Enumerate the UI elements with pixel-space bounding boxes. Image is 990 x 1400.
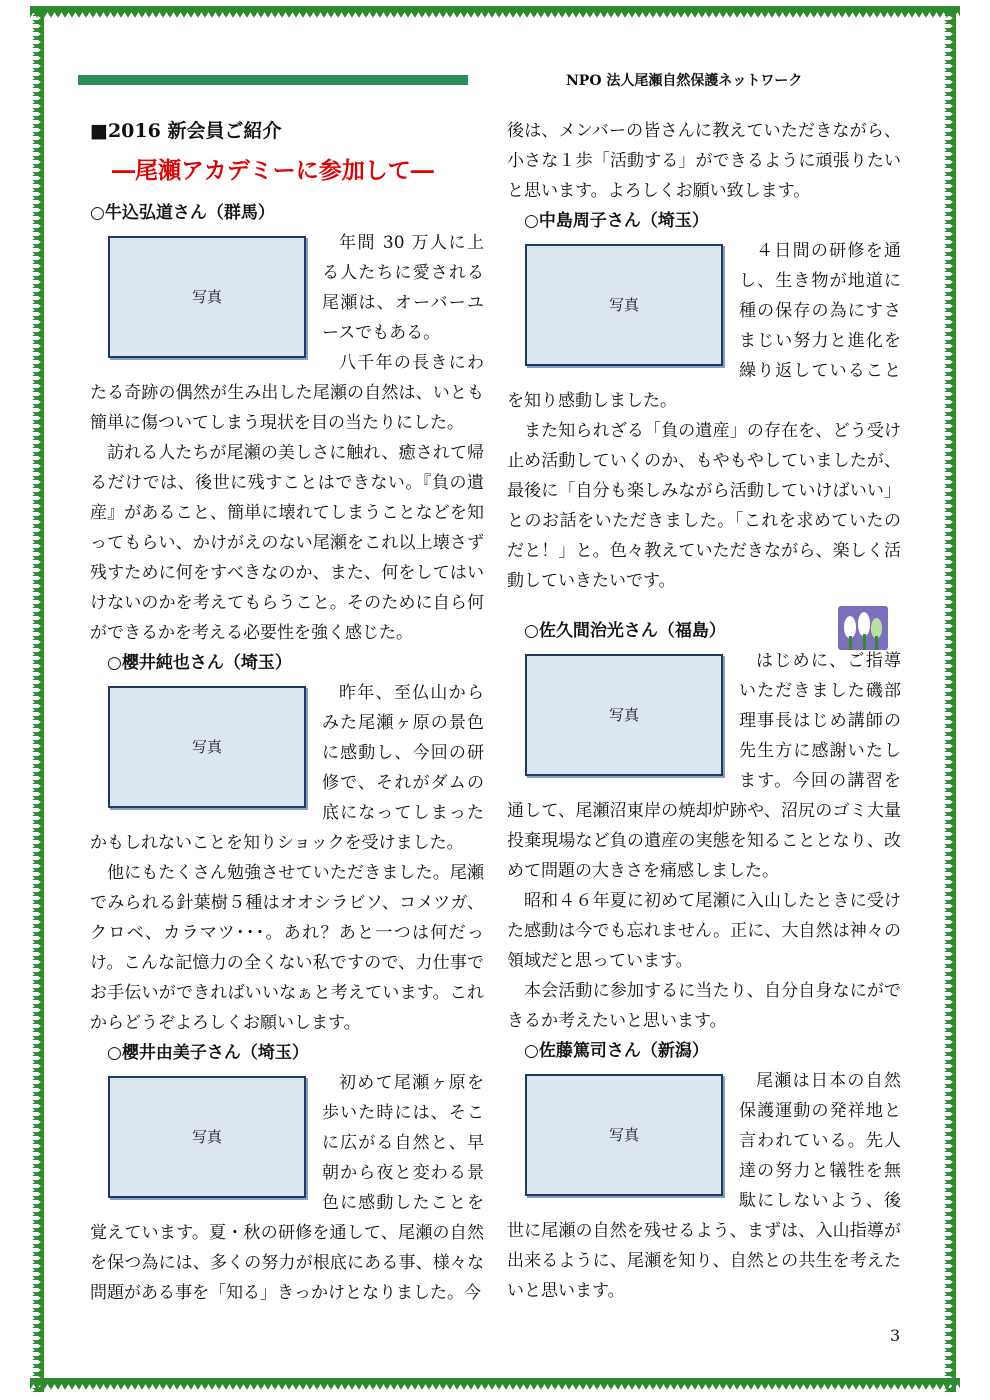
organization-name: NPO 法人尾瀬自然保護ネットワーク: [566, 73, 803, 89]
member-text: 八千年の長きにわたる奇跡の偶然が生み出した尾瀬の自然は、いとも簡単に傷ついてしまう現状を目の当たりにした。: [90, 353, 484, 433]
member-name: ○佐久間治光さん（福島）: [524, 621, 726, 641]
tree-border-bottom: [30, 1378, 960, 1392]
photo-placeholder: 写真: [108, 686, 306, 808]
photo-placeholder: 写真: [108, 1076, 306, 1198]
section-title: ■2016 新会員ご紹介: [90, 120, 282, 142]
photo-placeholder: 写真: [525, 244, 723, 366]
photo-placeholder: 写真: [525, 1074, 723, 1196]
tree-border-top: [30, 6, 960, 20]
member-name: ○中島周子さん（埼玉）: [524, 211, 709, 231]
section-subtitle: ―尾瀬アカデミーに参加して―: [112, 157, 434, 184]
member-name: ○牛込弘道さん（群馬）: [90, 203, 275, 223]
page-number: 3: [890, 1326, 901, 1345]
plant-clipart-icon: [838, 606, 888, 650]
member-name: ○櫻井純也さん（埼玉）: [107, 653, 292, 673]
member-text: 年間 30 万人に上る人たちに愛される尾瀬は、オーバーユースでもある。: [322, 233, 484, 343]
header-rule: [78, 75, 468, 85]
member-nakajima: [507, 206, 901, 596]
member-name: ○佐藤篤司さん（新潟）: [524, 1041, 709, 1061]
tree-border-right: [944, 8, 958, 1392]
member-text: 本会活動に参加するに当たり、自分自身なにができるか考えたいと思います。: [507, 981, 901, 1031]
member-text-continued: 後は、メンバーの皆さんに教えていただきながら、小さな１歩「活動する」ができるように頑張りたいと思います。よろしくお願い致します。: [507, 121, 901, 201]
member-sato: [507, 1036, 901, 1306]
member-ushigome: [90, 198, 484, 648]
right-column: [507, 116, 901, 1306]
member-sakuma: [507, 616, 901, 1036]
photo-placeholder: 写真: [525, 654, 723, 776]
member-text: 初めて尾瀬ヶ原を歩いた時には、そこに広がる自然と、早朝から夜と変わる景色に感動したことを覚えています。夏・秋の研修を通して、尾瀬の自然を保つ為には、多くの努力が根底にある事、様々な問題がある事を「知る」きっかけとなりました。今: [90, 1073, 484, 1303]
member-text: また知られざる「負の遺産」の存在を、どう受け止め活動していくのか、もやもやしていましたが、最後に「自分も楽しみながら活動していけばいい」とのお話をいただきました。「これを求めていたのだと！」と。色々教えていただきながら、楽しく活動していきたいです。: [507, 421, 901, 591]
member-text: はじめに、ご指導いただきました磯部理事長はじめ講師の先生方に感謝いたします。今回の講習を通して、尾瀬沼東岸の焼却炉跡や、沼尻のゴミ大量投棄現場など負の遺産の実態を知ることとなり、改めて問題の大きさを痛感しました。: [507, 651, 901, 881]
member-name: ○櫻井由美子さん（埼玉）: [107, 1043, 309, 1063]
member-text: 昨年、至仏山からみた尾瀬ヶ原の景色に感動し、今回の研修で、それがダムの底になってしまったかもしれないことを知りショックを受けました。: [90, 683, 484, 853]
left-column: [90, 116, 484, 1308]
member-sakurai-junya: [90, 648, 484, 1038]
member-text: ４日間の研修を通し、生き物が地道に種の保存の為にすさまじい努力と進化を繰り返していることを知り感動しました。: [507, 241, 901, 411]
member-sakurai-yumiko: [90, 1038, 484, 1308]
member-text: 他にもたくさん勉強させていただきました。尾瀬でみられる針葉樹５種はオオシラビソ、コメツガ、クロベ、カラマツ･･･。あれ？あと一つは何だっけ。こんな記憶力の全くない私ですので、力仕事でお手伝いができればいいなぁと考えています。これからどうぞよろしくお願いします。: [90, 863, 484, 1033]
member-text: 訪れる人たちが尾瀬の美しさに触れ、癒されて帰るだけでは、後世に残すことはできない。『負の遺産』があること、簡単に壊れてしまうことなどを知ってもらい、かけがえのない尾瀬をこれ以上壊さず残すために何をすべきなのか、また、何をしてはいけないのかを考えてもらうこと。そのために自ら何ができるかを考える必要性を強く感じた。: [90, 443, 484, 643]
member-text: 尾瀬は日本の自然保護運動の発祥地と言われている。先人達の努力と犠牲を無駄にしないよう、後世に尾瀬の自然を残せるよう、まずは、入山指導が出来るように、尾瀬を知り、自然との共生を考えたいと思います。: [507, 1071, 901, 1301]
tree-border-left: [32, 8, 46, 1392]
photo-placeholder: 写真: [108, 236, 306, 358]
member-text: 昭和４６年夏に初めて尾瀬に入山したときに受けた感動は今でも忘れません。正に、大自然は神々の領域だと思っています。: [507, 891, 901, 971]
